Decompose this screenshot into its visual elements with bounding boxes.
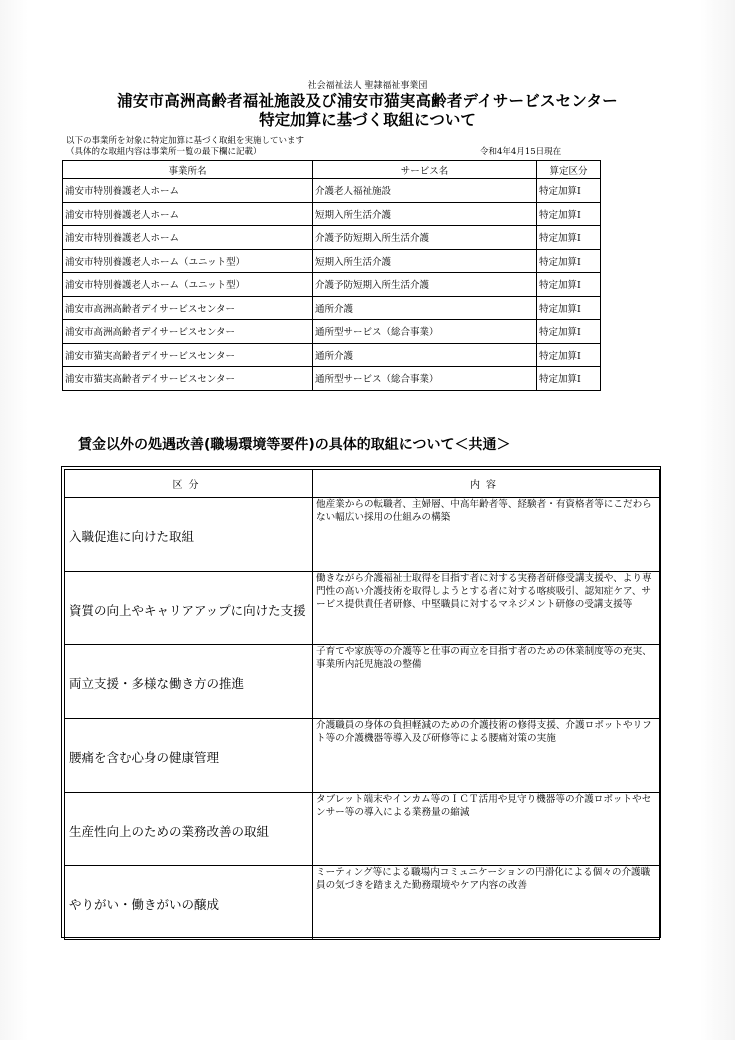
service-name-cell: 通所介護 [313, 296, 537, 320]
service-name-cell: 介護老人福祉施設 [313, 179, 537, 203]
service-name-cell: 短期入所生活介護 [313, 202, 537, 226]
category-cell [65, 719, 313, 793]
header-service-name: サービス名 [313, 161, 537, 179]
category-cell [65, 571, 313, 645]
table-row [63, 273, 601, 297]
category-label: 資質の向上やキャリアアップに向けた支援 [69, 602, 306, 618]
content-cell [313, 571, 660, 645]
table-row [63, 249, 601, 273]
table-row [65, 571, 660, 645]
service-name-cell: 介護予防短期入所生活介護 [313, 273, 537, 297]
table-row [63, 202, 601, 226]
offices-table [62, 160, 601, 391]
content-text: 働きながら介護福祉士取得を目指す者に対する実務者研修受講支援や、より専門性の高い介護技術を取得しようとする者に対する喀痰吸引、認知症ケア、サービス提供責任者研修、中堅職員に対するマネジメント研修の受講支援等 [316, 572, 652, 610]
content-text: ミーティング等による職場内コミュニケーションの円滑化による個々の介護職員の気づきを踏まえた勤務環境やケア内容の改善 [316, 867, 651, 892]
category-label: 腰痛を含む心身の健康管理 [69, 749, 220, 765]
header-category: 区分 [65, 470, 313, 498]
service-name-cell: 短期入所生活介護 [313, 249, 537, 273]
content-cell [313, 719, 660, 793]
service-name-cell: 介護予防短期入所生活介護 [313, 226, 537, 250]
category-cell [65, 866, 313, 940]
office-name-cell: 浦安市特別養護老人ホーム [63, 179, 313, 203]
content-cell [313, 866, 660, 940]
category-label: やりがい・働きがいの醸成 [69, 897, 220, 913]
measures-table [64, 469, 660, 940]
office-name-cell: 浦安市特別養護老人ホーム [63, 202, 313, 226]
office-name-cell: 浦安市高洲高齢者デイサービスセンター [63, 296, 313, 320]
calculation-class-cell: 特定加算Ⅰ [537, 179, 601, 203]
calculation-class-cell: 特定加算Ⅰ [537, 273, 601, 297]
category-cell [65, 645, 313, 719]
table-row [63, 296, 601, 320]
table-row [65, 645, 660, 719]
table-row [63, 343, 601, 367]
table-row [63, 226, 601, 250]
header-calculation-class: 算定区分 [537, 161, 601, 179]
calculation-class-cell: 特定加算Ⅰ [537, 343, 601, 367]
office-name-cell: 浦安市高洲高齢者デイサービスセンター [63, 320, 313, 344]
office-name-cell: 浦安市特別養護老人ホーム [63, 226, 313, 250]
organization-name: 社会福祉法人 聖隷福祉事業団 [307, 81, 428, 91]
table-row [65, 719, 660, 793]
category-label: 入職促進に向けた取組 [69, 528, 195, 544]
calculation-class-cell: 特定加算Ⅰ [537, 226, 601, 250]
measures-table-header [65, 470, 660, 498]
table-row [63, 367, 601, 391]
content-cell [313, 645, 660, 719]
content-cell [313, 498, 660, 572]
calculation-class-cell: 特定加算Ⅰ [537, 367, 601, 391]
service-name-cell: 通所型サービス（総合事業） [313, 367, 537, 391]
calculation-class-cell: 特定加算Ⅰ [537, 320, 601, 344]
category-label: 両立支援・多様な働き方の推進 [69, 676, 245, 692]
offices-table-header [63, 161, 601, 179]
header-office-name: 事業所名 [63, 161, 313, 179]
table-row [65, 866, 660, 940]
office-name-cell: 浦安市特別養護老人ホーム（ユニット型） [63, 249, 313, 273]
document-title-line1: 浦安市高洲高齢者福祉施設及び浦安市猫実高齢者デイサービスセンター [117, 91, 618, 110]
intro-note: 以下の事業所を対象に特定加算に基づく取組を実施しています [66, 136, 305, 146]
intro-subnote: （具体的な取組内容は事業所一覧の最下欄に記載） [66, 147, 262, 157]
service-name-cell: 通所型サービス（総合事業） [313, 320, 537, 344]
as-of-date: 令和4年4月15日現在 [480, 147, 562, 157]
content-text: 介護職員の身体の負担軽減のための介護技術の修得支援、介護ロボットやリフト等の介護機器等導入及び研修等による腰痛対策の実施 [316, 720, 652, 744]
content-text: 子育てや家族等の介護等と仕事の両立を目指す者のための休業制度等の充実、事業所内託児施設の整備 [316, 646, 652, 671]
calculation-class-cell: 特定加算Ⅰ [537, 249, 601, 273]
header-content: 内容 [313, 470, 660, 498]
table-row [65, 792, 660, 866]
category-cell [65, 792, 313, 866]
office-name-cell: 浦安市猫実高齢者デイサービスセンター [63, 343, 313, 367]
table-row [65, 498, 660, 572]
table-row [63, 320, 601, 344]
office-name-cell: 浦安市特別養護老人ホーム（ユニット型） [63, 273, 313, 297]
content-cell [313, 792, 660, 866]
calculation-class-cell: 特定加算Ⅰ [537, 202, 601, 226]
service-name-cell: 通所介護 [313, 343, 537, 367]
section-title: 賃金以外の処遇改善(職場環境等要件)の具体的取組について＜共通＞ [78, 437, 511, 453]
document-title-line2: 特定加算に基づく取組について [259, 110, 476, 129]
content-text: タブレット端末やインカム等のＩＣＴ活用や見守り機器等の介護ロボットやセンサー等の導入による業務量の縮減 [316, 793, 652, 818]
table-row [63, 179, 601, 203]
office-name-cell: 浦安市猫実高齢者デイサービスセンター [63, 367, 313, 391]
content-text: 他産業からの転職者、主婦層、中高年齢者等、経験者・有資格者等にこだわらない幅広い採用の仕組みの構築 [316, 499, 652, 523]
calculation-class-cell: 特定加算Ⅰ [537, 296, 601, 320]
category-cell [65, 498, 313, 572]
category-label: 生産性向上のための業務改善の取組 [69, 823, 270, 839]
